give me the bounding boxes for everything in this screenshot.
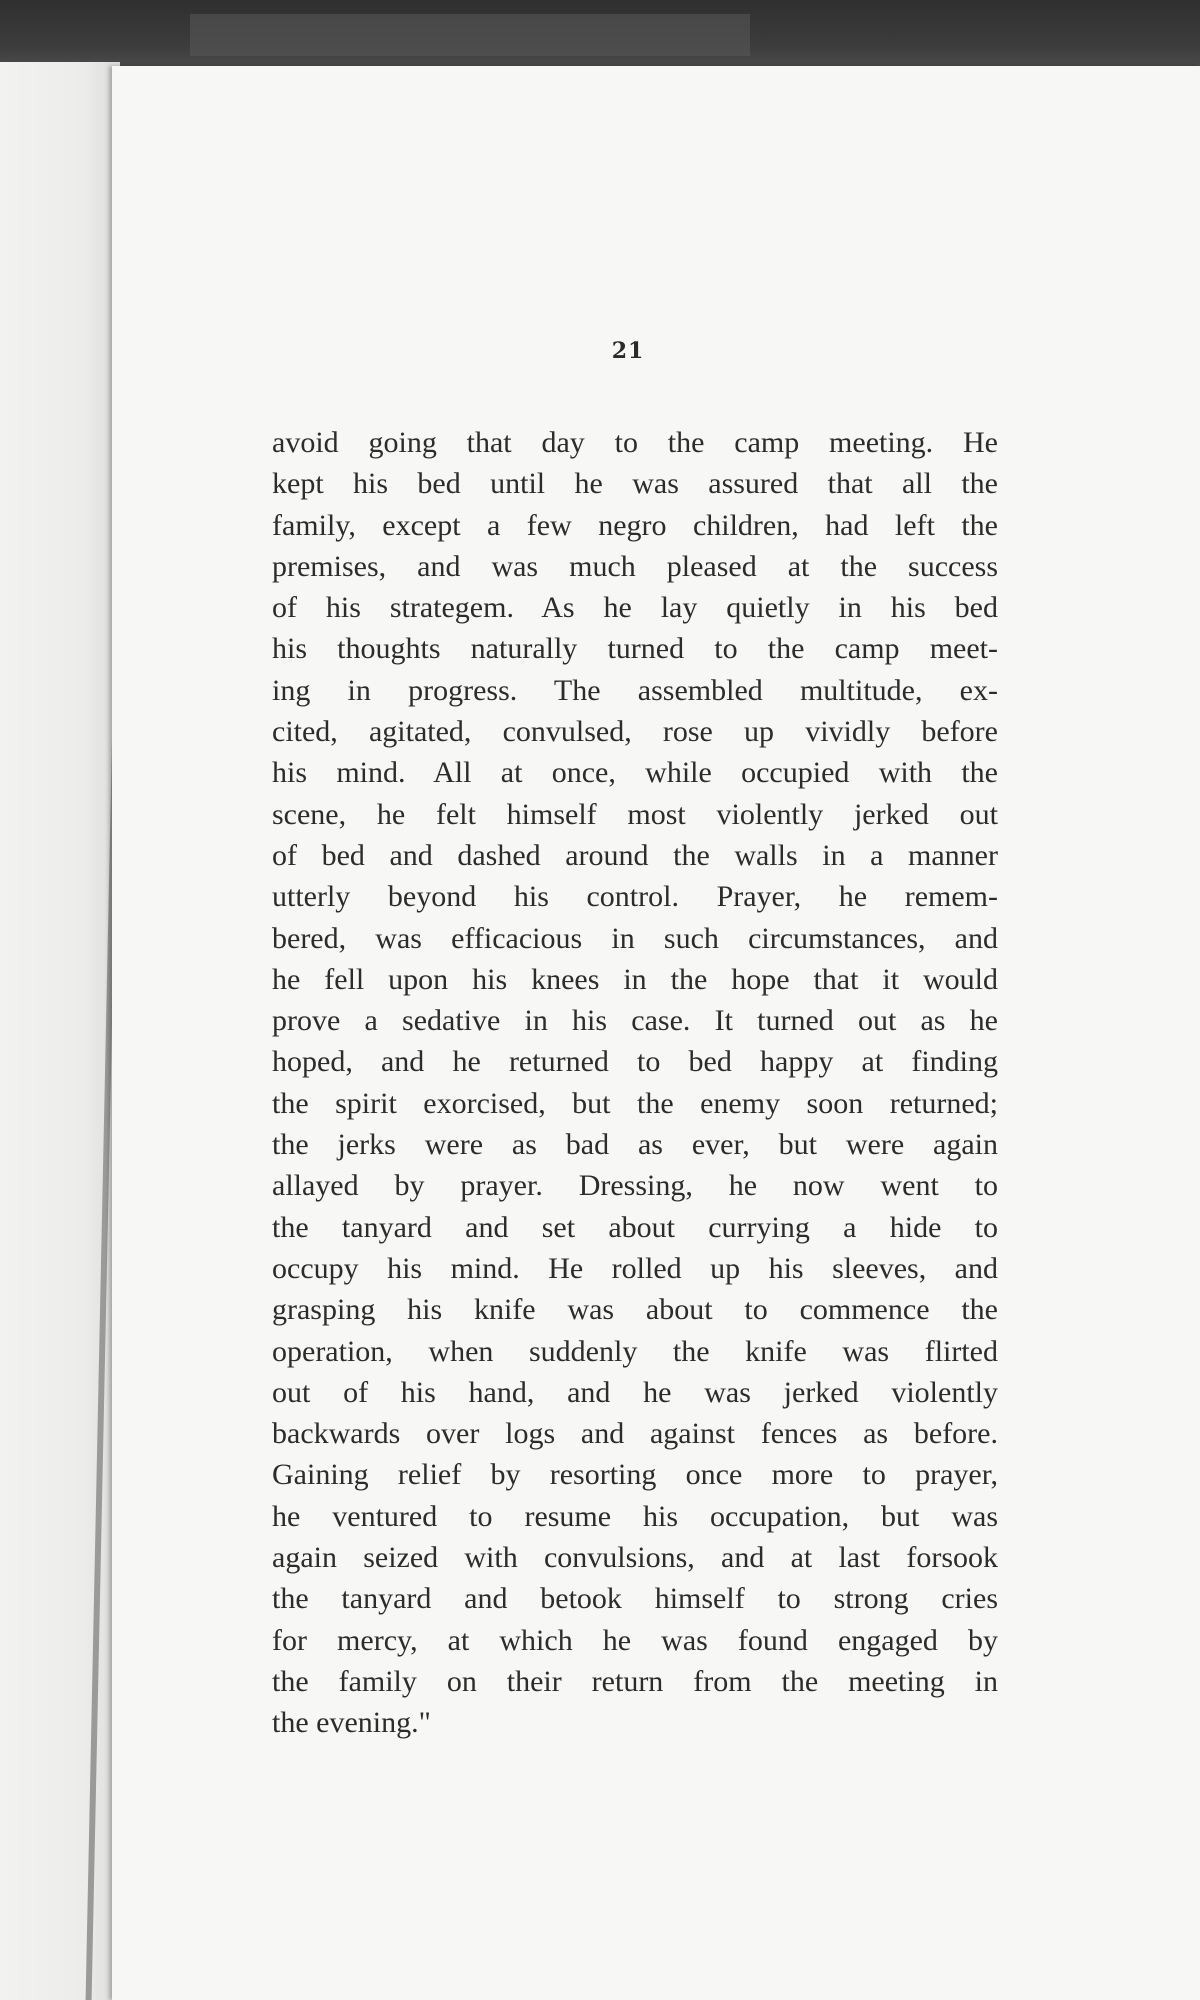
text-line: out of his hand, and he was jerked violently	[272, 1375, 998, 1409]
text-line: bered, was efficacious in such circumstances, and	[272, 921, 998, 955]
text-line: his mind. All at once, while occupied with the	[272, 756, 998, 790]
text-line: hoped, and he returned to bed happy at finding	[272, 1045, 998, 1079]
text-line: the tanyard and set about currying a hide to	[272, 1210, 998, 1244]
text-line: the family on their return from the meeting in	[272, 1664, 998, 1698]
scan-shadow-band	[190, 14, 750, 56]
text-line: avoid going that day to the camp meeting. He	[272, 426, 998, 459]
text-line: premises, and was much pleased at the success	[272, 549, 998, 583]
text-line: backwards over logs and against fences as before.	[272, 1417, 998, 1451]
text-line: operation, when suddenly the knife was flirted	[272, 1334, 998, 1368]
text-line: of his strategem. As he lay quietly in his bed	[272, 591, 998, 625]
text-line: again seized with convulsions, and at last forsook	[272, 1541, 998, 1575]
text-line: grasping his knife was about to commence the	[272, 1293, 998, 1327]
text-line: Gaining relief by resorting once more to prayer,	[272, 1458, 998, 1492]
text-line: the tanyard and betook himself to strong cries	[272, 1582, 998, 1616]
text-line: ing in progress. The assembled multitude, ex-	[272, 673, 998, 707]
text-line: the spirit exorcised, but the enemy soon returned;	[272, 1086, 998, 1120]
text-line: the jerks were as bad as ever, but were again	[272, 1128, 998, 1162]
text-line: occupy his mind. He rolled up his sleeves, and	[272, 1251, 998, 1285]
text-line: his thoughts naturally turned to the camp meet-	[272, 632, 998, 666]
body-text	[272, 422, 998, 1744]
text-line: for mercy, at which he was found engaged by	[272, 1623, 998, 1657]
text-line: prove a sedative in his case. It turned out as he	[272, 1004, 998, 1038]
text-line: cited, agitated, convulsed, rose up vividly before	[272, 715, 998, 749]
text-line: scene, he felt himself most violently jerked out	[272, 797, 998, 831]
page-number: 21	[611, 338, 645, 364]
text-line: of bed and dashed around the walls in a manner	[272, 838, 998, 872]
text-line: utterly beyond his control. Prayer, he remem-	[272, 880, 998, 914]
text-line: the evening."	[272, 1706, 431, 1740]
text-line: family, except a few negro children, had left the	[272, 508, 998, 542]
text-line: allayed by prayer. Dressing, he now went to	[272, 1169, 998, 1203]
text-line: kept his bed until he was assured that all the	[272, 467, 998, 501]
text-line: he fell upon his knees in the hope that it would	[272, 962, 998, 996]
text-line: he ventured to resume his occupation, but was	[272, 1499, 998, 1533]
